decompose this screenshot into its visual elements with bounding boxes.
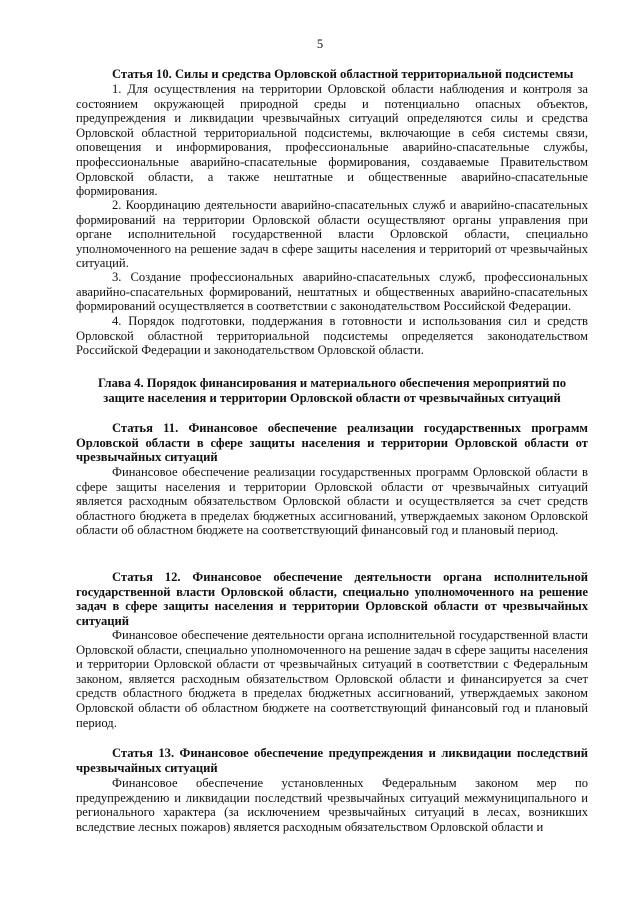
article-10-paragraph-4: 4. Порядок подготовки, поддержания в готовности и использования сил и средств Орловской областной территориальной подсистемы определяется законодательством Российской Федерации и законодательством Орловской области. — [76, 314, 588, 358]
article-10-paragraph-3: 3. Создание профессиональных аварийно-спасательных служб, профессиональных аварийно-спасательных формирований, нештатных и общественных аварийно-спасательных формирований осуществляется в соответствии с законодательством Российской Федерации. — [76, 270, 588, 314]
chapter-4-title: Глава 4. Порядок финансирования и материального обеспечения мероприятий по защите населения и территории Орловской области от чрезвычайных ситуаций — [97, 376, 567, 405]
article-11-title: Статья 11. Финансовое обеспечение реализации государственных программ Орловской области в сфере защиты населения и территории Орловской области от чрезвычайных ситуаций — [76, 421, 588, 465]
article-12-paragraph-1: Финансовое обеспечение деятельности органа исполнительной государственной власти Орловской области, специально уполномоченного на решение задач в сфере защиты населения и территории Орловской области от чрезвычайных ситуаций в соответствии с Федеральным законом, является расходным обязательством Орловской области и финансируется за счет средств областного бюджета в пределах бюджетных ассигнований, утверждаемых законом Орловской области об областном бюджете на соответствующий финансовый год и плановый период. — [76, 628, 588, 730]
article-13-paragraph-1: Финансовое обеспечение установленных Федеральным законом мер по предупреждению и ликвидации последствий чрезвычайных ситуаций межмуниципального и регионального характера (за исключением чрезвычайных ситуаций в лесах, возникших вследствие лесных пожаров) является расходным обязательством Орловской области и — [76, 776, 588, 834]
article-10-paragraph-2: 2. Координацию деятельности аварийно-спасательных служб и аварийно-спасательных формирований на территории Орловской области осуществляют органы управления при органе исполнительной государственной власти Орловской области, специально уполномоченного на решение задач в сфере защиты населения и территорий от чрезвычайных ситуаций. — [76, 198, 588, 271]
article-11-paragraph-1: Финансовое обеспечение реализации государственных программ Орловской области в сфере защиты населения и территории Орловской области от чрезвычайных ситуаций является расходным обязательством Орловской области и осуществляется за счет средств областного бюджета в пределах бюджетных ассигнований, утверждаемых законом Орловской области об областном бюджете на соответствующий финансовый год и плановый период. — [76, 465, 588, 538]
article-10-title: Статья 10. Силы и средства Орловской областной территориальной подсистемы — [112, 67, 574, 81]
article-12-title: Статья 12. Финансовое обеспечение деятельности органа исполнительной государственной власти Орловской области, специально уполномоченного на решение задач в сфере защиты населения и территории Орловской области от чрезвычайных ситуаций — [76, 570, 588, 628]
article-13-title: Статья 13. Финансовое обеспечение предупреждения и ликвидации последствий чрезвычайных ситуаций — [76, 746, 588, 775]
article-10-paragraph-1: 1. Для осуществления на территории Орловской области наблюдения и контроля за состоянием окружающей природной среды и потенциально опасных объектов, предупреждения и ликвидации чрезвычайных ситуаций определяются силы и средства Орловской областной территориальной подсистемы, включающие в себя системы связи, оповещения и информирования, профессиональные аварийно-спасательные службы, профессиональные аварийно-спасательные формирования, создаваемые Правительством Орловской области, а также нештатные и общественные аварийно-спасательные формирования. — [76, 82, 588, 199]
page-number: 5 — [316, 37, 324, 51]
